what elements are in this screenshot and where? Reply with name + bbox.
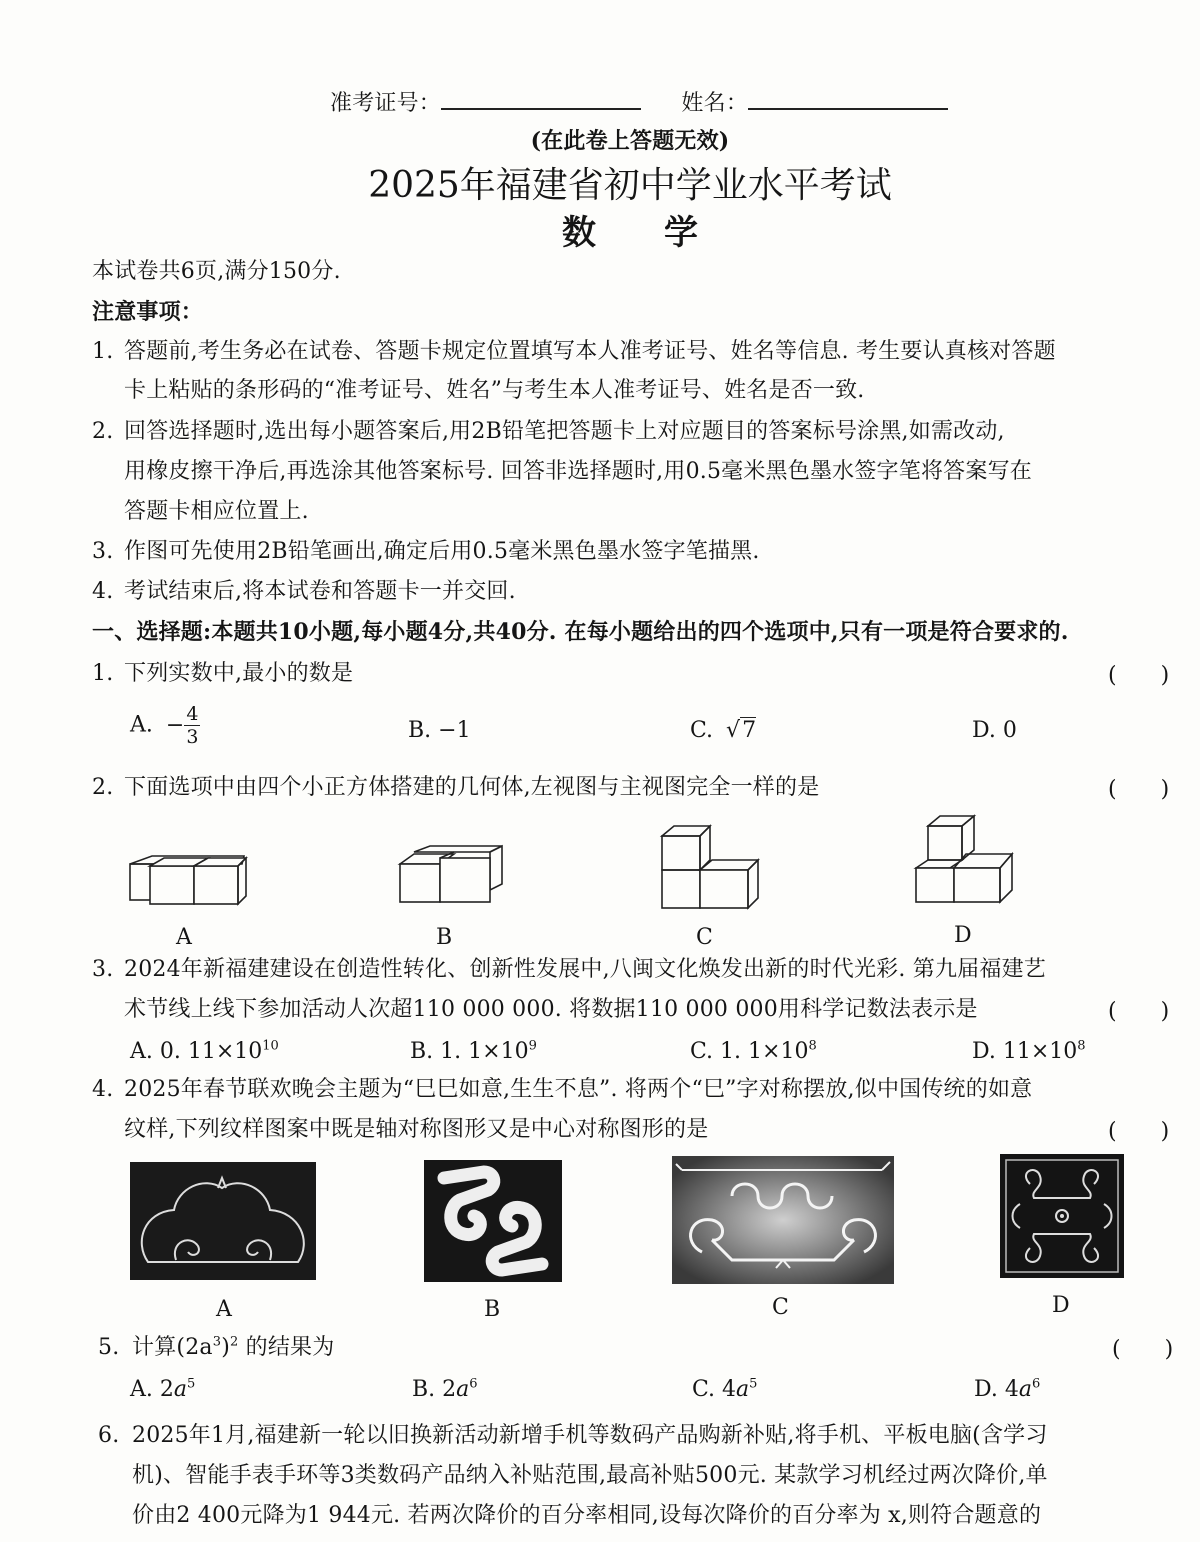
q4-label-a: A <box>216 1297 233 1322</box>
q2-figure-a <box>124 852 252 908</box>
q5-answer-paren: ( ) <box>1112 1337 1174 1362</box>
q4-pattern-c <box>672 1156 894 1284</box>
q3-option-b: B. 1. $1\times 10^9$ <box>410 1038 537 1064</box>
q5-option-d: D. $4a^6$ <box>974 1376 1041 1402</box>
notice-1-num: 1. <box>92 339 114 364</box>
q2-answer-paren: ( ) <box>1108 777 1170 802</box>
q4-pattern-b <box>424 1160 562 1282</box>
q4-line-1: 2025年春节联欢晚会主题为“巳巳如意,生生不息”. 将两个“巳”字对称摆放,似中国传统的如意 <box>124 1077 1033 1102</box>
notice-2-line-2: 用橡皮擦干净后,再选涂其他答案标号. 回答非选择题时,用0.5毫米黑色墨水签字笔将答案写在 <box>124 459 1032 484</box>
notice-2-line-3: 答题卡相应位置上. <box>124 499 309 524</box>
q4-answer-paren: ( ) <box>1108 1119 1170 1144</box>
exam-number-blank <box>441 86 641 110</box>
q6-num: 6. <box>98 1423 120 1448</box>
q4-label-c: C <box>772 1295 790 1320</box>
q5-option-c: C. $4a^5$ <box>692 1376 758 1402</box>
q1-answer-paren: ( ) <box>1108 663 1170 688</box>
q1-option-d: D. 0 <box>972 718 1017 743</box>
q3-option-d: D. $11\times 10^8$ <box>972 1038 1086 1064</box>
q4-pattern-d <box>1000 1154 1124 1278</box>
notice-heading: 注意事项： <box>92 299 204 325</box>
notice-1-line-2: 卡上粘贴的条形码的“准考证号、姓名”与考生本人准考证号、姓名是否一致. <box>124 378 865 403</box>
q1-num: 1. <box>92 661 114 686</box>
q3-num: 3. <box>92 957 114 982</box>
q5-option-b: B. $2a^6$ <box>412 1376 478 1402</box>
q2-num: 2. <box>92 775 114 800</box>
q4-pattern-a <box>130 1162 316 1280</box>
q1-option-a: A. − $\frac{4}{3}$ <box>130 703 199 748</box>
notice-2-num: 2. <box>92 419 114 444</box>
name-label: 姓名： <box>681 91 749 116</box>
notice-4-num: 4. <box>92 579 114 604</box>
notice-3-line-1: 作图可先使用2B铅笔画出,确定后用0.5毫米黑色墨水签字笔描黑. <box>124 539 760 564</box>
q6-line-2: 机)、智能手表手环等3类数码产品纳入补贴范围,最高补贴500元. 某款学习机经过两次降价,单 <box>132 1463 1048 1488</box>
notice-1-line-1: 答题前,考生务必在试卷、答题卡规定位置填写本人准考证号、姓名等信息. 考生要认真核对答题 <box>124 339 1056 364</box>
q4-num: 4. <box>92 1077 114 1102</box>
q2-figure-d <box>912 814 1016 906</box>
q2-figure-b <box>394 844 510 906</box>
q5-stem: 计算$(2a^3)^2$ 的结果为 <box>132 1334 335 1360</box>
q2-label-d: D <box>954 923 972 948</box>
q1-stem: 下列实数中,最小的数是 <box>124 661 354 686</box>
pages-note: 本试卷共6页,满分150分. <box>92 259 341 284</box>
q6-line-3: 价由2 400元降为1 944元. 若两次降价的百分率相同,设每次降价的百分率为 x,则符合题意的 <box>132 1503 1042 1528</box>
q2-figure-c <box>658 822 762 912</box>
q6-line-1: 2025年1月,福建新一轮以旧换新活动新增手机等数码产品购新补贴,将手机、平板电脑(含学习 <box>132 1423 1048 1448</box>
q1-option-b: B. −1 <box>408 718 471 743</box>
invalid-note: (在此卷上答题无效) <box>530 128 730 154</box>
fraction: $\frac{4}{3}$ <box>186 703 199 748</box>
q5-num: 5. <box>98 1335 120 1360</box>
q4-label-d: D <box>1052 1293 1070 1318</box>
q3-option-a: A. 0. $11\times 10^{10}$ <box>130 1038 279 1064</box>
q3-line-2: 术节线上线下参加活动人次超110 000 000. 将数据110 000 000用科学记数法表示是 <box>124 997 978 1022</box>
q3-line-1: 2024年新福建建设在创造性转化、创新性发展中,八闽文化焕发出新的时代光彩. 第九届福建艺 <box>124 957 1046 982</box>
q3-answer-paren: ( ) <box>1108 999 1170 1024</box>
name-blank <box>748 86 948 110</box>
exam-title: 2025年福建省初中学业水平考试 <box>368 165 892 206</box>
subject-title: 数 学 <box>562 213 698 253</box>
q2-label-c: C <box>696 925 714 950</box>
q1-option-c: C. √7 <box>690 718 757 743</box>
q4-line-2: 纹样,下列纹样图案中既是轴对称图形又是中心对称图形的是 <box>124 1117 709 1142</box>
notice-3-num: 3. <box>92 539 114 564</box>
q4-label-b: B <box>484 1297 501 1322</box>
section1-heading: 一、选择题:本题共10小题,每小题4分,共40分. 在每小题给出的四个选项中,只有一项是符合要求的. <box>92 619 1069 645</box>
q2-stem: 下面选项中由四个小正方体搭建的几何体,左视图与主视图完全一样的是 <box>124 775 820 800</box>
notice-2-line-1: 回答选择题时,选出每小题答案后,用2B铅笔把答题卡上对应题目的答案标号涂黑,如需改动, <box>124 419 1005 444</box>
notice-4-line-1: 考试结束后,将本试卷和答题卡一并交回. <box>124 579 516 604</box>
q5-option-a: A. $2a^5$ <box>130 1376 196 1402</box>
q3-option-c: C. 1. $1\times 10^8$ <box>690 1038 817 1064</box>
q2-label-b: B <box>436 925 453 950</box>
q2-label-a: A <box>176 925 193 950</box>
exam-number-field <box>330 86 948 120</box>
exam-number-label: 准考证号： <box>330 91 442 116</box>
